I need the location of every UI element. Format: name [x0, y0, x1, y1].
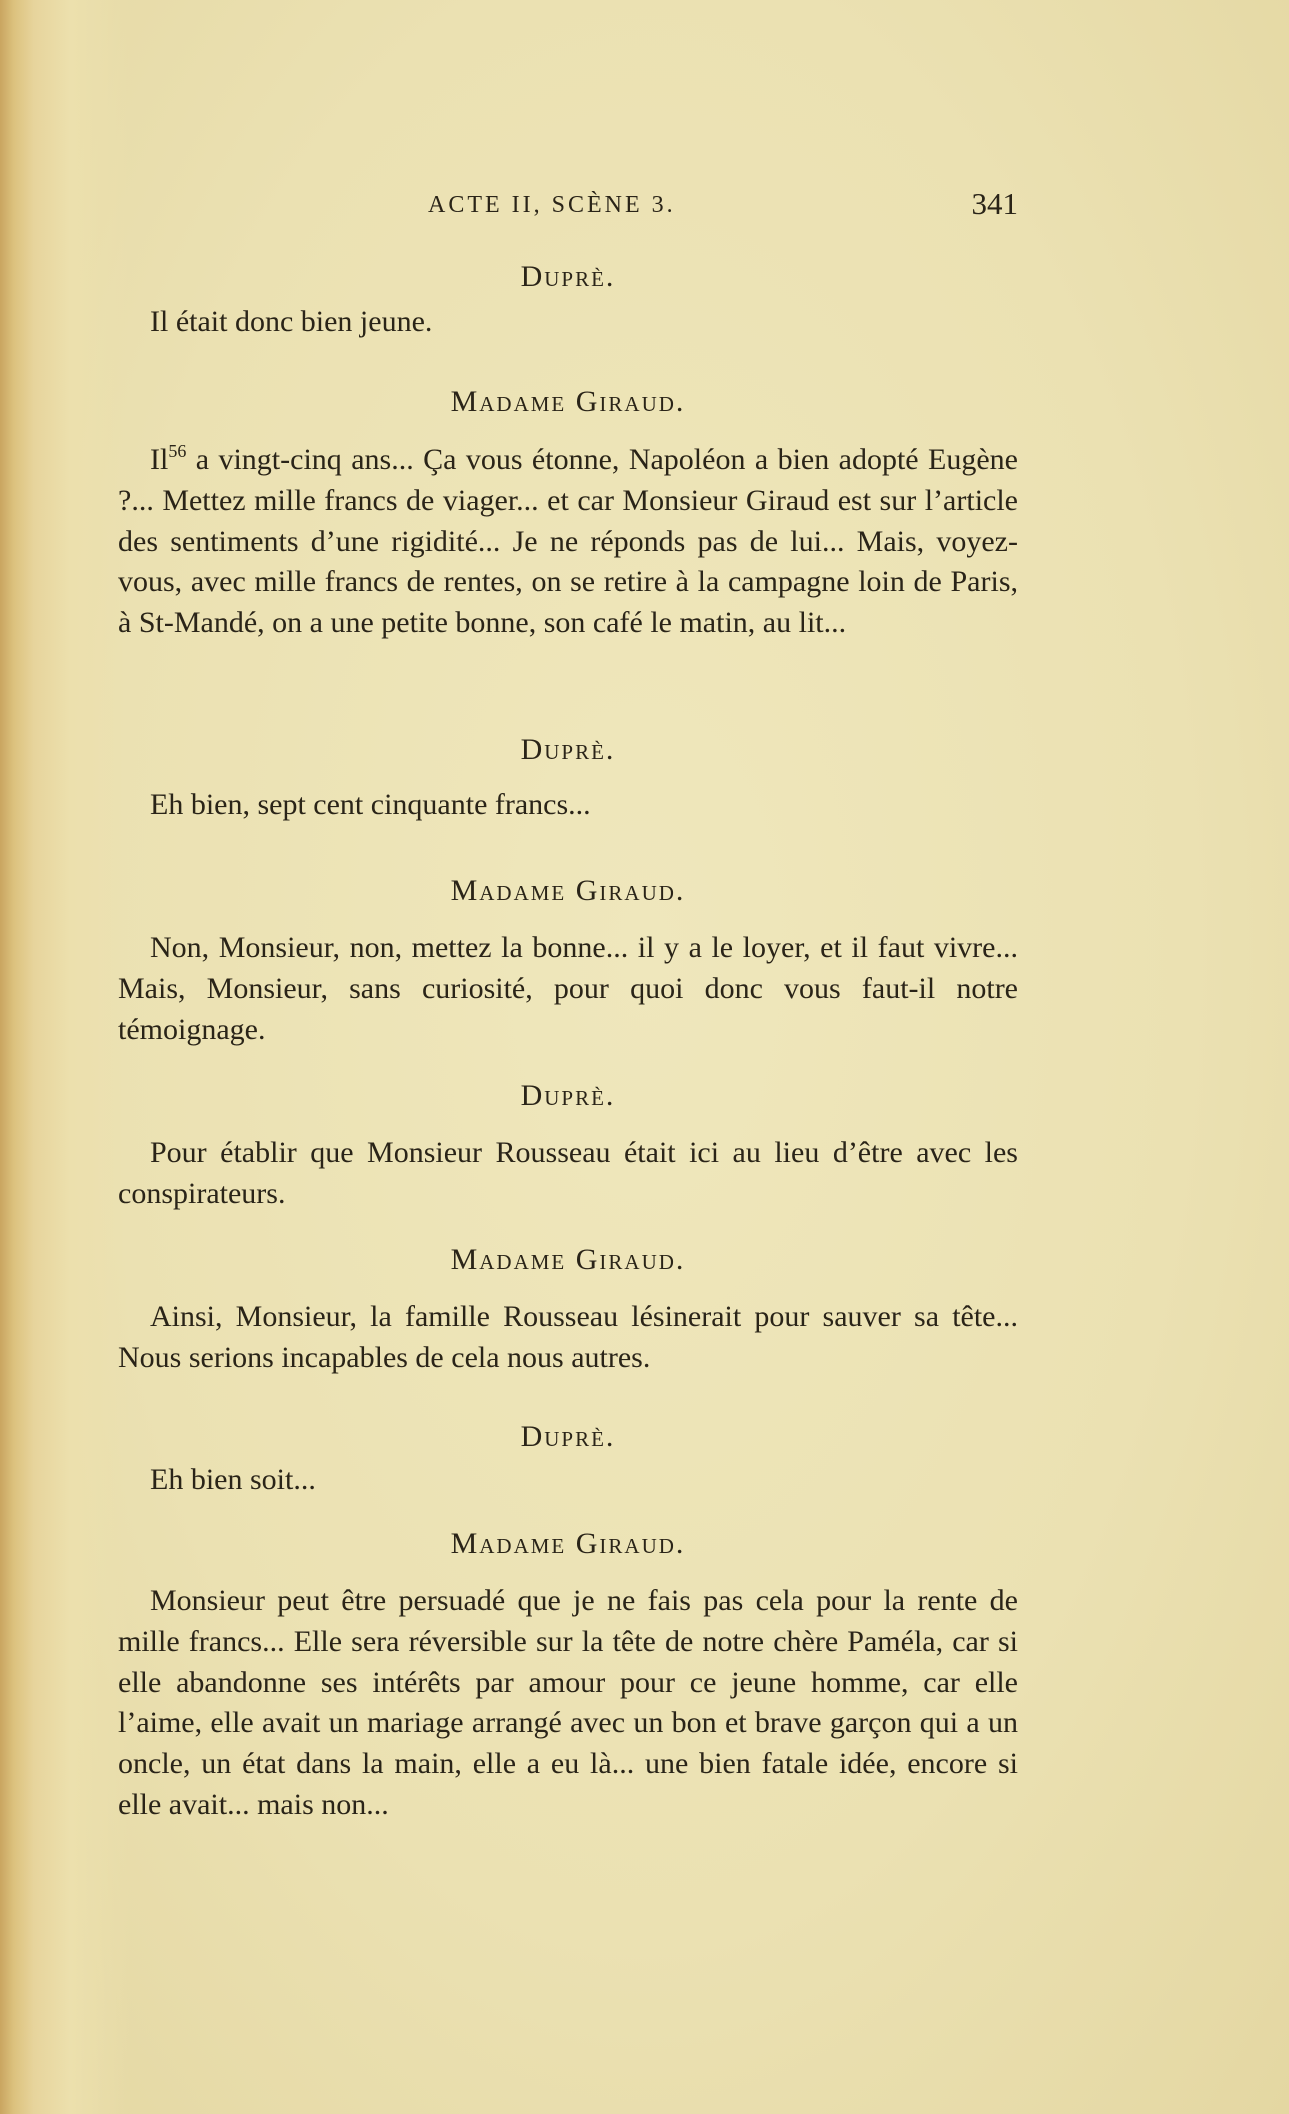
speaker-name: Madame Giraud. — [450, 874, 686, 907]
dialogue-paragraph: Ainsi, Monsieur, la famille Rousseau lésinerait pour sauver sa tête... Nous serions incapables de cela nous autres. — [118, 1300, 1018, 1374]
dialogue-text: Il — [150, 443, 169, 476]
dialogue-paragraph: Pour établir que Monsieur Rousseau était ici au lieu d’être avec les conspirateurs. — [118, 1136, 1018, 1210]
book-page — [118, 0, 1018, 2114]
running-head: ACTE II, SCÈNE 3. — [428, 192, 676, 218]
speaker-name: Duprè. — [520, 1079, 616, 1112]
page-number: 341 — [971, 186, 1018, 221]
dialogue-line: Eh bien soit... — [150, 1463, 316, 1496]
speaker-name: Madame Giraud. — [450, 385, 686, 418]
speaker-name: Duprè. — [520, 260, 616, 293]
page-header — [118, 186, 1018, 226]
dialogue-paragraph — [118, 440, 1018, 644]
speaker-name: Madame Giraud. — [450, 1527, 686, 1560]
speaker-name: Duprè. — [520, 1420, 616, 1453]
dialogue-text: a vingt-cinq ans... Ça vous étonne, Napoléon a bien adopté Eugène ?... Mettez mille francs de viager... et car Monsieur Giraud est sur l’article des sentiments d’une rigidité... Je ne réponds pas de lui... Mais, voyez-vous, avec mille francs de rentes, on se retire à la campagne loin de Paris, à St-Mandé, on a une petite bonne, son café le matin, au lit... — [118, 443, 1018, 640]
dialogue-paragraph: Non, Monsieur, non, mettez la bonne... il y a le loyer, et il faut vivre... Mais, Monsieur, sans curiosité, pour quoi donc vous faut-il notre témoignage. — [118, 931, 1018, 1046]
speaker-name: Madame Giraud. — [450, 1243, 686, 1276]
dialogue-paragraph: Monsieur peut être persuadé que je ne fais pas cela pour la rente de mille francs... Elle sera réversible sur la tête de notre chère Paméla, car si elle abandonne ses intérêts par amour pour ce jeune homme, car elle l’aime, elle avait un mariage arrangé avec un bon et brave garçon qui a un oncle, un état dans la main, elle a eu là... une bien fatale idée, encore si elle avait... mais non... — [118, 1584, 1018, 1821]
dialogue-line: Il était donc bien jeune. — [150, 305, 433, 338]
speaker-name: Duprè. — [520, 733, 616, 766]
footnote-reference: 56 — [168, 441, 187, 461]
dialogue-line: Eh bien, sept cent cinquante francs... — [150, 788, 591, 821]
